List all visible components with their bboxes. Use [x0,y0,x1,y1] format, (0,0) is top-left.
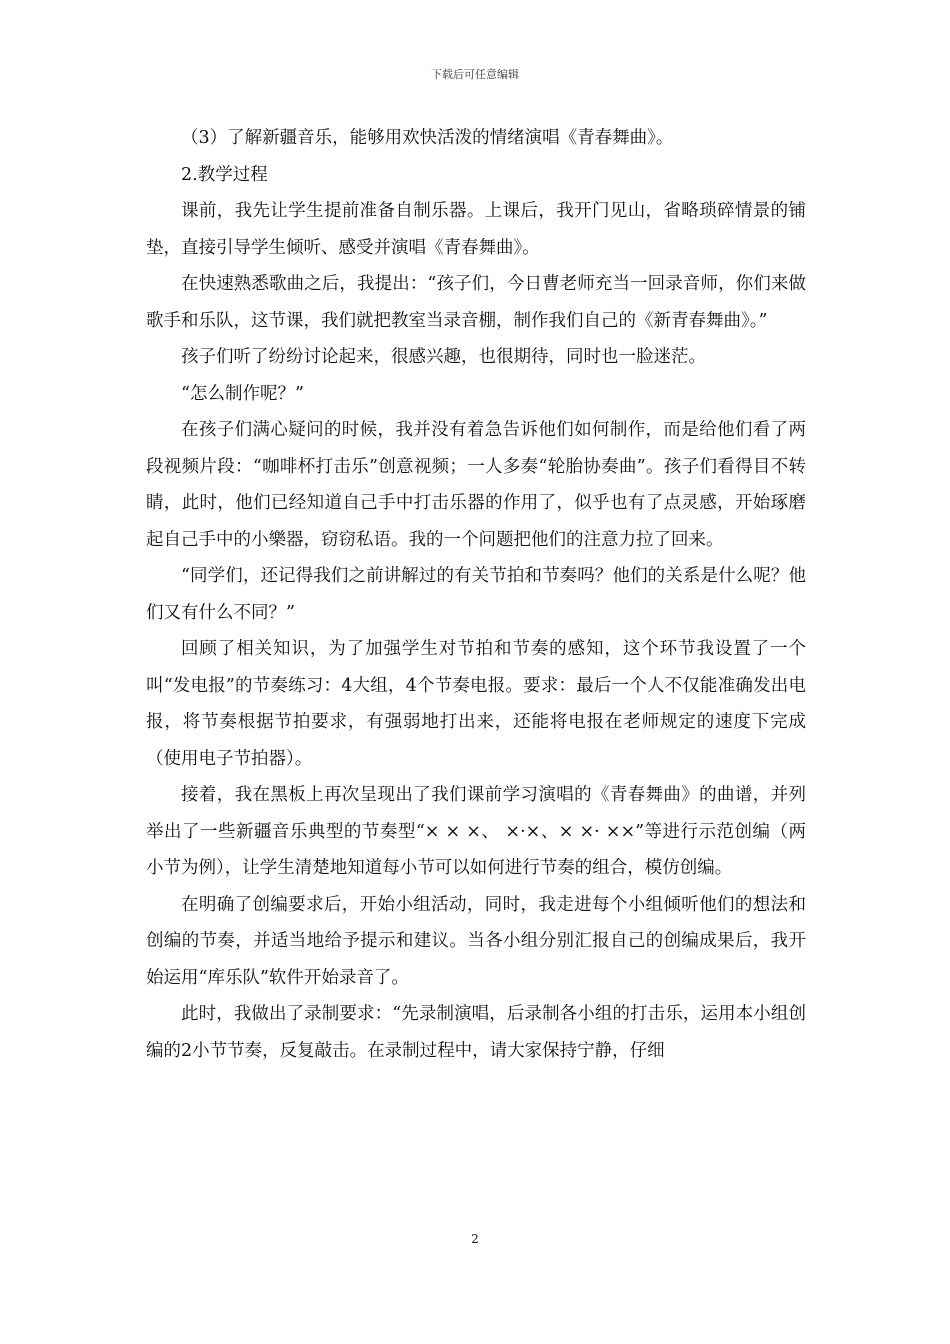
paragraph: 孩子们听了纷纷讨论起来，很感兴趣，也很期待，同时也一脸迷茫。 [181,347,706,367]
paragraph: 在孩子们满心疑问的时候，我并没有着急告诉他们如何制作，而是给他们看了两段视频片段：“咖啡杯打击乐”创意视频；一人多奏“轮胎协奏曲”。孩子们看得目不转睛，此时，他们已经知道自己手中打击乐器的作用了，似乎也有了点灵感，开始琢磨起自己手中的小樂器，窃窃私语。我的一个问题把他们的注意力拉了回来。 [146,420,806,550]
paragraph: 接着，我在黑板上再次呈现出了我们课前学习演唱的《青春舞曲》的曲谱，并列举出了一些新疆音乐典型的节奏型“× × ×、 ×·×、× ×· ××”等进行示范创编（两小节为例），让学生清楚地知道每小节可以如何进行节奏的组合，模仿创编。 [146,785,806,878]
paragraph: 在快速熟悉歌曲之后，我提出：“孩子们，今日曹老师充当一回录音师，你们来做歌手和乐队，这节课，我们就把教室当录音棚，制作我们自己的《新青春舞曲》。” [146,274,806,331]
paragraph: 此时，我做出了录制要求：“先录制演唱，后录制各小组的打击乐，运用本小组创编的2小节节奏，反复敲击。在录制过程中，请大家保持宁静，仔细 [146,1004,806,1061]
paragraph: 课前，我先让学生提前准备自制乐器。上课后，我开门见山，省略琐碎情景的铺垫，直接引导学生倾听、感受并演唱《青春舞曲》。 [146,201,806,258]
paragraph: “怎么制作呢？” [181,383,304,404]
paragraph: 在明确了创编要求后，开始小组活动，同时，我走进每个小组倾听他们的想法和创编的节奏，并适当地给予提示和建议。当各小组分别汇报自己的创编成果后，我开始运用“库乐队”软件开始录音了。 [146,894,806,988]
paragraph: “同学们，还记得我们之前讲解过的有关节拍和节奏吗？他们的关系是什么呢？他们又有什么不同？” [146,566,806,623]
section-heading-teaching-process: 2.教学过程 [181,164,268,185]
page-number: 2 [471,1232,479,1246]
paragraph-objective-3: （3）了解新疆音乐，能够用欢快活泼的情绪演唱《青春舞曲》。 [181,128,674,148]
body-text [146,120,806,1069]
paragraph: 回顾了相关知识，为了加强学生对节拍和节奏的感知，这个环节我设置了一个叫“发电报”的节奏练习：4大组，4个节奏电报。要求：最后一个人不仅能准确发出电报，将节奏根据节拍要求，有强弱地打出来，还能将电报在老师规定的速度下完成（使用电子节拍器）。 [146,639,806,769]
page-header: 下载后可任意编辑 [431,68,519,81]
